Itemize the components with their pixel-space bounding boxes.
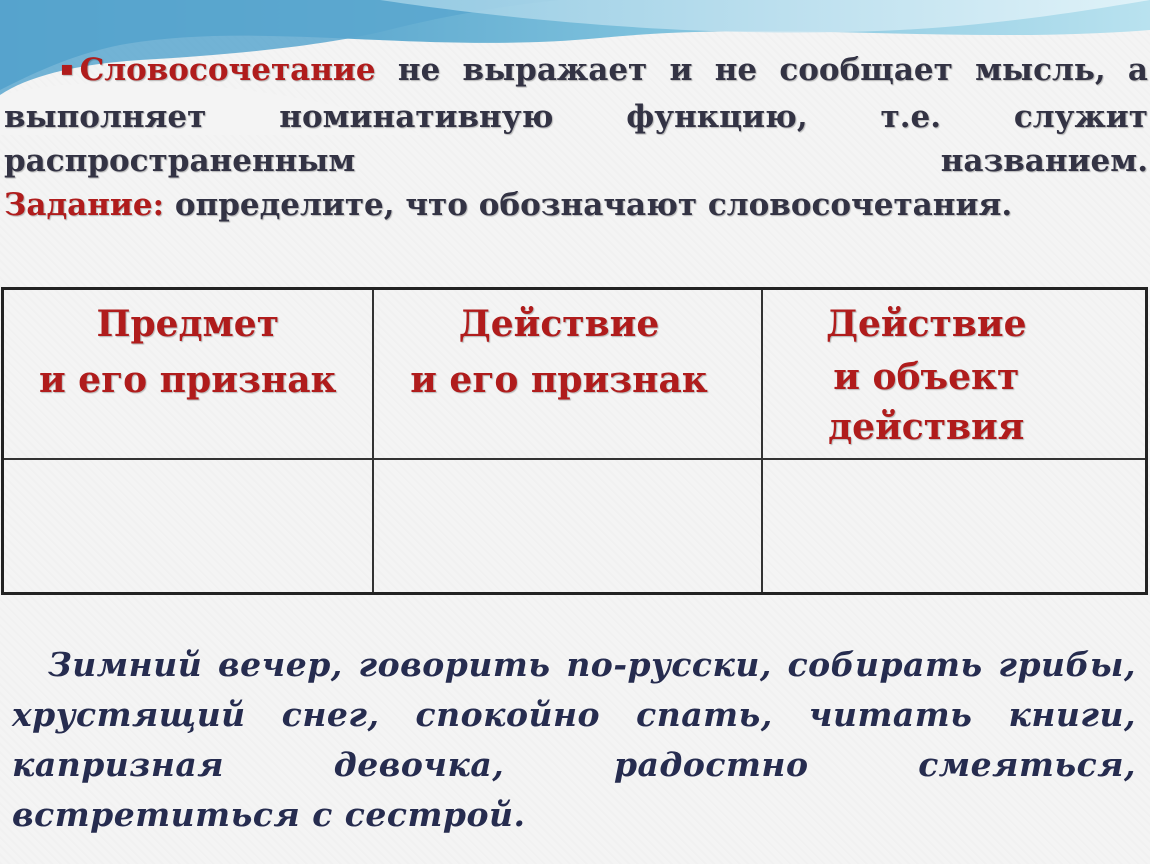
header-cell-action-object [762,289,1147,460]
header-line: и его признак [38,359,337,401]
intro-word: функцию, [626,99,808,135]
intro-word: распространенным [4,143,356,179]
intro-word: т.е. [880,99,942,135]
task-text: определите, что обозначают словосочетания. [174,187,1013,223]
phrase-word: говорить [358,645,551,684]
phrase-word: смеяться, [918,745,1136,784]
intro-word: номинативную [279,99,554,135]
intro-word: не [397,52,441,88]
intro-word: выражает [462,52,648,88]
words-line-1 [12,640,1136,690]
phrase-word: спокойно [415,695,601,734]
header-line: и объект [833,356,1020,398]
phrase-word: грибы, [998,645,1136,684]
phrase-word: девочка, [333,745,505,784]
phrase-word: читать [808,695,973,734]
intro-word: сообщает [779,52,953,88]
phrase-word: капризная [12,745,225,784]
intro-line-2 [4,95,1148,139]
phrase-word: встретиться с сестрой. [12,795,526,834]
header-cell-action-attribute [373,289,762,460]
intro-line-1 [4,48,1148,95]
words-line-4 [12,790,1136,840]
header-line: Предмет [96,303,280,345]
classification-table [1,287,1148,595]
intro-word: и [669,52,693,88]
intro-word: не [714,52,758,88]
task-line [4,183,1148,227]
phrase-word: радостно [613,745,809,784]
intro-line-3 [4,139,1148,183]
term-highlight: Словосочетание [79,52,376,88]
bullet-icon: ▪ [60,56,74,80]
answer-cell[interactable] [373,459,762,594]
intro-word: а [1127,52,1148,88]
answer-cell[interactable] [3,459,373,594]
word-list [12,640,1136,840]
phrase-word: хрустящий [12,695,246,734]
phrase-word: по-русски, [566,645,772,684]
phrase-word: собирать [787,645,983,684]
phrase-word: книги, [1008,695,1136,734]
header-line: Действие [458,303,660,345]
task-label: Задание: [4,187,165,223]
words-line-2 [12,690,1136,740]
intro-paragraph [4,48,1148,227]
phrase-word: спать, [636,695,773,734]
header-line: и его признак [410,359,708,401]
phrase-word: Зимний [48,645,203,684]
table-header-row [3,289,1147,460]
header-cell-object [3,289,373,460]
intro-word: выполняет [4,99,207,135]
term-group [60,48,376,95]
answer-cell[interactable] [762,459,1147,594]
words-line-3 [12,740,1136,790]
intro-word: служит [1013,99,1148,135]
intro-word: мысль, [975,52,1106,88]
phrase-word: вечер, [217,645,343,684]
header-line: действия [828,406,1025,448]
table-answer-row [3,459,1147,594]
intro-word: названием. [940,143,1148,179]
header-line: Действие [826,303,1027,345]
phrase-word: снег, [281,695,380,734]
